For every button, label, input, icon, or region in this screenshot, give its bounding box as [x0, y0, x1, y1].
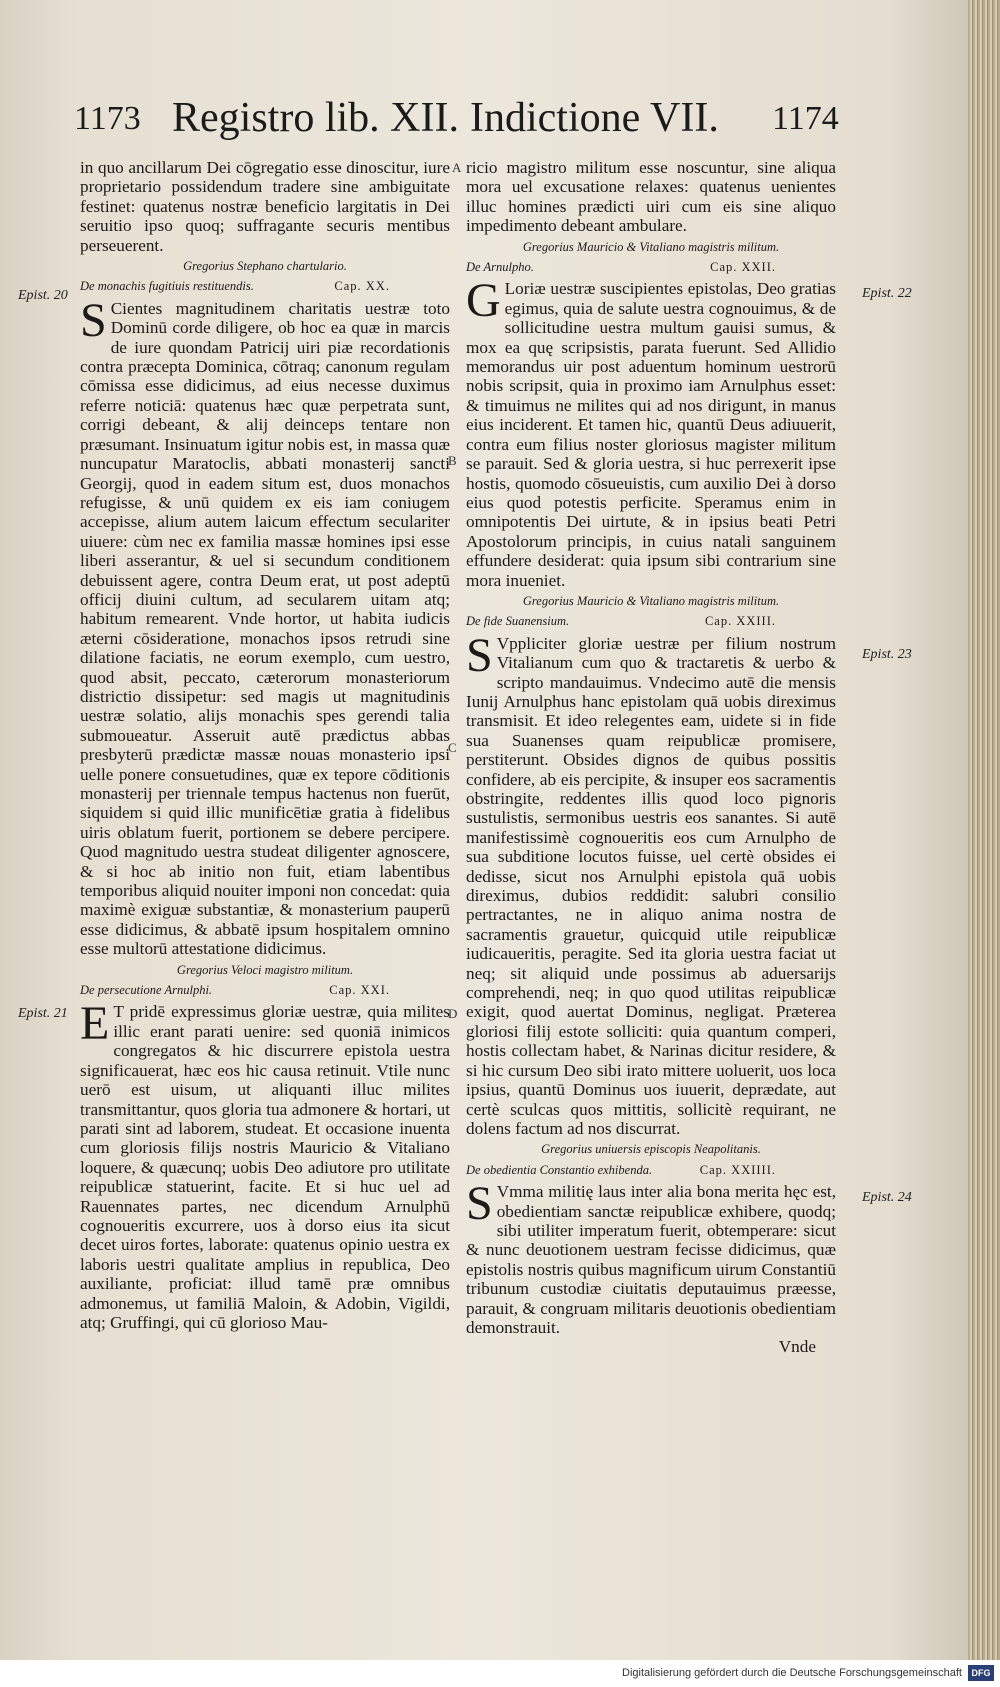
drop-initial: S [466, 628, 493, 682]
running-title-right: Indictione VII. [470, 95, 719, 141]
rubric-title: De fide Suanensium. [466, 614, 570, 629]
margin-note-epist-22: Epist. 22 [862, 286, 912, 301]
rubric [466, 612, 836, 631]
rubric-title: De Arnulpho. [466, 260, 534, 275]
margin-note-epist-24: Epist. 24 [862, 1190, 912, 1205]
chapter-number: Cap. XXII. [710, 260, 776, 275]
page-number-left: 1173 [74, 100, 141, 137]
margin-note-epist-20: Epist. 20 [18, 288, 68, 303]
continuation-text: ricio magistro militum esse noscuntur, sine aliqua mora uel excusatione relaxes: quatenus uenientes illuc homines prædicti uiri cum eis sine aliquo impedimento debeant ambulare. [466, 158, 836, 236]
catchword: Vnde [778, 1337, 816, 1357]
section-letter-c: C [448, 740, 457, 755]
rubric-title: De monachis fugitiuis restituendis. [80, 279, 254, 294]
drop-initial: E [80, 997, 110, 1051]
letter-text: Loriæ uestræ suscipientes epistolas, Deo gratias egimus, quia de salute uestra cognouimus, & de sollicitudine uestra multum gauisi sumus, & mox ea quę scripsistis, parata fuerunt. Sed Allidio memorandus uir post aduentum hominum uestrorū nobis scripsit, quia in proximo iam Arnulphus esset: & timuimus ne milites qui ad nos dirigunt, in manus eius inciderent. Et tamen hic, quantū Deus adiuuerit, contra eum filius noster gloriosus magister militum se parauit. Sed & gloria uestra, si huc perrexerit ipse hostis, quomodo cōsueuistis, cum auxilio Dei à dorso eius quod potestis perficite. Speramus enim in omnipotentis Dei uirtute, & in ipsius beati Petri Apostolorum principis, in cuius natali sanguinem effundere desiderat: quia ipsum sibi contrarium sine mora inueniet. [466, 279, 836, 590]
salutation: Gregorius Mauricio & Vitaliano magistris militum. [522, 239, 780, 254]
rubric [466, 1161, 836, 1180]
margin-note-epist-23: Epist. 23 [862, 647, 912, 662]
salutation: Gregorius Stephano chartulario. [183, 259, 347, 274]
salutation: Gregorius Veloci magistro militum. [176, 962, 354, 977]
rubric [80, 277, 450, 296]
continuation-text: in quo ancillarum Dei cōgregatio esse dinoscitur, iure proprietario possidendum tradere sine ambiguitate festinet: quatenus nostræ beneficio largitatis in Dei seruitio ipso quoq; suffragante securis mentibus perseuerent. [80, 158, 450, 255]
section-letter-b: B [448, 453, 457, 468]
running-title-left: Registro lib. XII. [172, 95, 459, 141]
letter-body [466, 628, 836, 1139]
letter-text: Vmma militię laus inter alia bona merita hęc est, obedientiam sanctæ reipublicæ exhibere, quodq; sibi utiliter imperatum fuerit, obtemperare: sicut & nunc deuotionem uestram fecisse didicimus, quæ epistolis nostris quibus magnificum uirum Constantiū tribunum custodiæ ciuitatis deputauimus præesse, parauit, & congruam militaris deuotionis obedientiam demonstrauit. [466, 1182, 836, 1337]
letter-text: Vppliciter gloriæ uestræ per filium nostrum Vitalianum cum quo & tractaretis & uerbo & scripto mandauimus. Vndecimo autē die mensis Iunij Arnulphus hanc epistolam quā uobis direximus transmisit. Et ideo relegentes eam, uidete si in fide sua Suanenses quam reipublicæ promisere, perstiterunt. Obsides dignos de quibus possitis confidere, ab eis percipite, & insuper eos sacramentis obstringite, reddentes illis quod loco pignoris sustulistis, sermonibus uestris eos sanantes. Si autē manifestissimè cognoueritis eos cum Arnulpho de sua subditione locutos fuisse, uel certè obsides ei dedisse, sicut nos Arnulphi epistola quā uobis direximus, dubios reddidit: salubri consilio pertractantes, ne in aliquo anima nostra de sacramentis grauetur, quicquid utile reipublicæ iudicaueritis, peragite. Sed ita gloria uestra faciat ut neq; sit aliquid unde possimus ab aduersarijs comprehendi, neq; in quo quod utilitas reipublicæ exigit, quod auertat Dominus, negligat. Præterea gloriosi filij estote solliciti: quia quantum comperi, hostis collectam habet, & Narinas dicitur residere, & si hic cursum Deo sibi irato mittere uoluerit, uos loca ipsius, quantū Dominus uos iuuerit, deprædate, aut certè sculcas quos mittitis, sollicitè requirant, ne dolens factum ad nos discurrat. [466, 633, 836, 1138]
salutation: Gregorius uniuersis episcopis Neapolitanis. [541, 1142, 761, 1157]
chapter-number: Cap. XXI. [329, 983, 390, 998]
page-number-right: 1174 [772, 100, 839, 137]
drop-initial: S [80, 293, 107, 347]
margin-note-epist-21: Epist. 21 [18, 1006, 68, 1021]
right-column [466, 158, 836, 1357]
dfg-logo: DFG [968, 1665, 994, 1681]
letter-body [80, 293, 450, 959]
drop-initial: S [466, 1177, 493, 1231]
salutation: Gregorius Mauricio & Vitaliano magistris militum. [522, 593, 780, 608]
section-letter-a: A [452, 160, 462, 175]
page-edge [968, 0, 1000, 1660]
letter-body [80, 997, 450, 1332]
rubric [80, 981, 450, 1000]
left-column [80, 158, 450, 1332]
rubric-title: De obedientia Constantio exhibenda. [466, 1162, 653, 1177]
chapter-number: Cap. XXIIII. [699, 1162, 776, 1177]
rubric-title: De persecutione Arnulphi. [80, 983, 213, 998]
section-letter-d: D [448, 1006, 458, 1021]
drop-initial: G [466, 274, 501, 328]
letter-body [466, 274, 836, 590]
rubric [466, 258, 836, 277]
letter-text: T pridē expressimus gloriæ uestræ, quia milites illic erant parati uenire: sed quoniā inimicos congregatos & hic discurrere epistola uestra significauerat, hæc eos hic causa retinuit. Vtile nunc uerō est uisum, ut aliquanti illuc milites transmittantur, quos gloria tua admonere & hortari, ut parati sint ad laborem, studeat. Et occasione inuenta cum gloriosis filijs nostris Mauricio & Vitaliano loquere, & quæcunq; uobis Deo adiutore pro utilitate reipublicæ statuerint, facite. Et si huc uel ad Rauennates partes, nec dicendum Arnulphū cognoueritis excurrere, uos à dorso eius ita sicut decet uiros fortes, laborate: quatenus opinio uestra ex laboris uestri qualitate amplius in republica, Deo auxiliante, proficiat: illud tamē præ omnibus admonemus, ut familiā Maloin, & Adobin, Vigildi, atq; Gruffingi, qui cū glorioso Mau- [80, 1002, 450, 1332]
chapter-number: Cap. XX. [334, 279, 390, 294]
letter-text: Cientes magnitudinem charitatis uestræ toto Dominū corde diligere, ob hoc ea quæ in marcis de iure quondam Patricij uiri piæ recordationis contra præcepta Dominica, cōtraq; canonum regulam cōmissa esse didicimus, ad eius necesse duximus referre noticiā: quatenus hæc quæ perpetrata sunt, corrigi debeant, & alij deinceps tentare non præsumant. Insinuatum igitur nobis est, in massa quæ nuncupatur Maratoclis, abbati monasterij sancti Georgij, quod in eadem situm est, duos monachos refugisse, & unū quidem ex eis iam coniugem accepisse, alium autem laicum effectum seculariter uiuere: cùm nec ex familia massæ homines ipsi esse liberi asserantur, & uel si secundum conditionem debuissent agere, contra Deum erat, ut post adeptū officij diuini cultum, ad secularem uitam atq; habitum remearent. Vnde hortor, ut habita iudicis æterni cōsideratione, monachos ipsos retrudi sine dilatione faciatis, ne eorum exemplo, cum uestro, quod absit, peccato, cæterorum monasteriorum districtio dissipetur: sed magis ut magnitudinis uestræ solatio, alijs monachis spes gerendi talia submoueatur. Asseruit autē prædictus abbas presbyterū prædictæ massæ nouas monasterio ipsi uelle ponere consuetudines, quæ ex tepore cōditionis monasterij per triennale tempus hactenus non fuerūt, siquidem si quid illic munificētiæ gratia à fidelibus uiris oblatum fuerit, portionem se debere percipere. Quod magnitudo uestra studeat diligenter agnoscere, & si hoc ab initio non fuit, etiam labentibus temporibus aliquid nouiter imponi non concedat: quia maximè exiguæ substantiæ, & monasterium pauperū esse didicimus, & abbatē ipsum hospitalem omnino esse multorū attestatione didicimus. [80, 298, 450, 959]
funding-notice: Digitalisierung gefördert durch die Deutsche Forschungsgemeinschaft [622, 1667, 962, 1679]
letter-body [466, 1177, 836, 1337]
chapter-number: Cap. XXIII. [704, 614, 776, 629]
